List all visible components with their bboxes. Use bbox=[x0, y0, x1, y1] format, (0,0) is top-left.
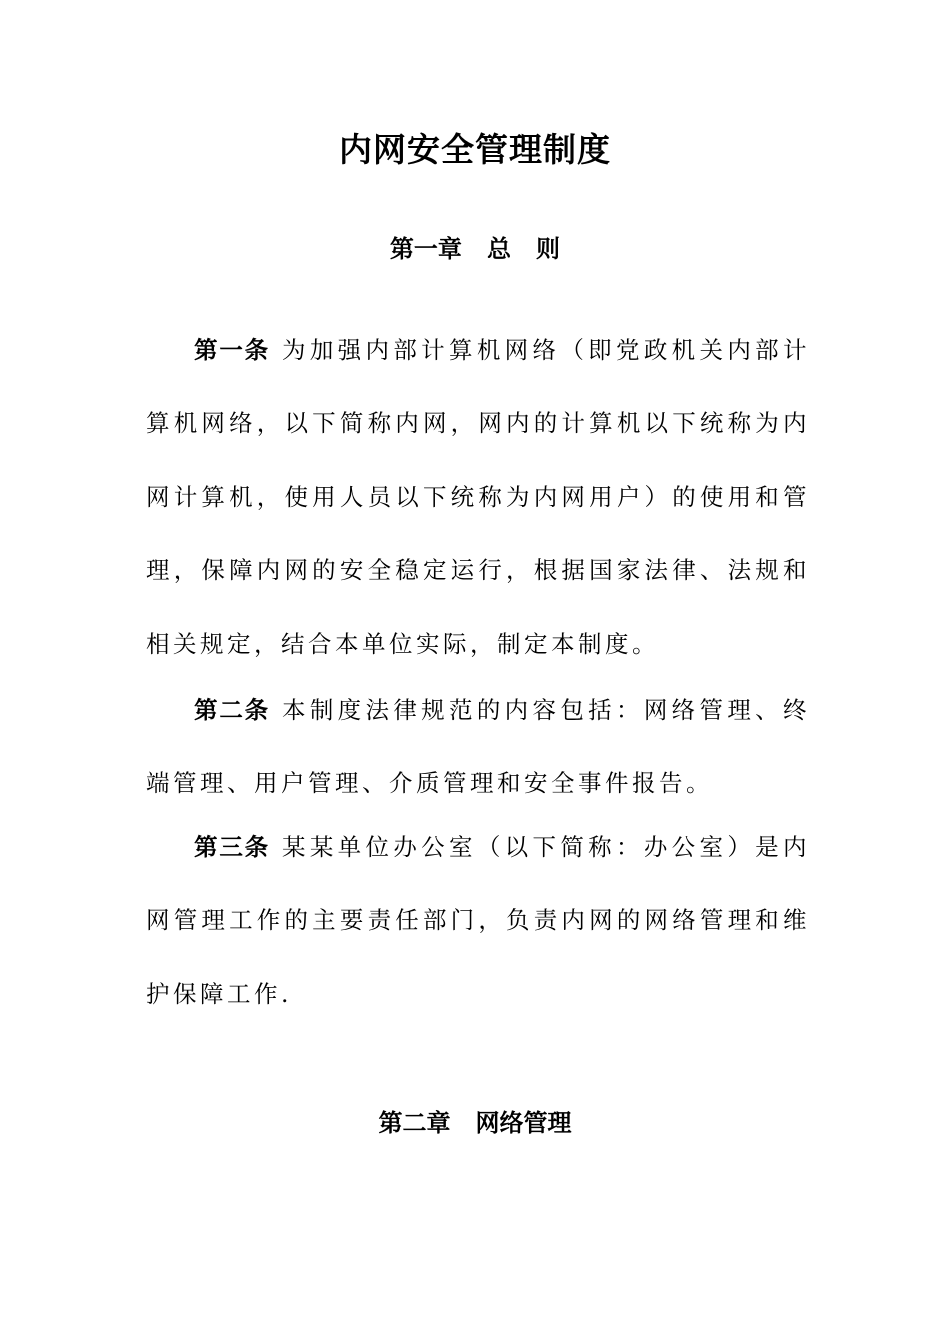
article-text: 本制度法律规范的内容包括：网络管理、终端管理、用户管理、介质管理和安全事件报告。 bbox=[146, 696, 810, 798]
document-title: 内网安全管理制度 bbox=[339, 130, 611, 169]
article-text: 为加强内部计算机网络（即党政机关内部计算机网络，以下简称内网，网内的计算机以下统称为内网计算机，使用人员以下统称为内网用户）的使用和管理，保障内网的安全稳定运行，根据国家法律、法规和相关规定，结合本单位实际，制定本制度。 bbox=[146, 336, 810, 658]
chapter-heading-2: 第二章 网络管理 bbox=[378, 1109, 572, 1137]
article-2 bbox=[146, 674, 810, 821]
article-label: 第一条 bbox=[194, 336, 270, 364]
article-text: 某某单位办公室（以下简称：办公室）是内网管理工作的主要责任部门，负责内网的网络管理和维护保障工作. bbox=[146, 833, 810, 1008]
chapter-heading-1: 第一章 总 则 bbox=[389, 235, 561, 263]
article-3 bbox=[146, 811, 810, 1031]
article-label: 第三条 bbox=[194, 833, 270, 861]
article-1 bbox=[146, 314, 810, 681]
article-label: 第二条 bbox=[194, 696, 270, 724]
